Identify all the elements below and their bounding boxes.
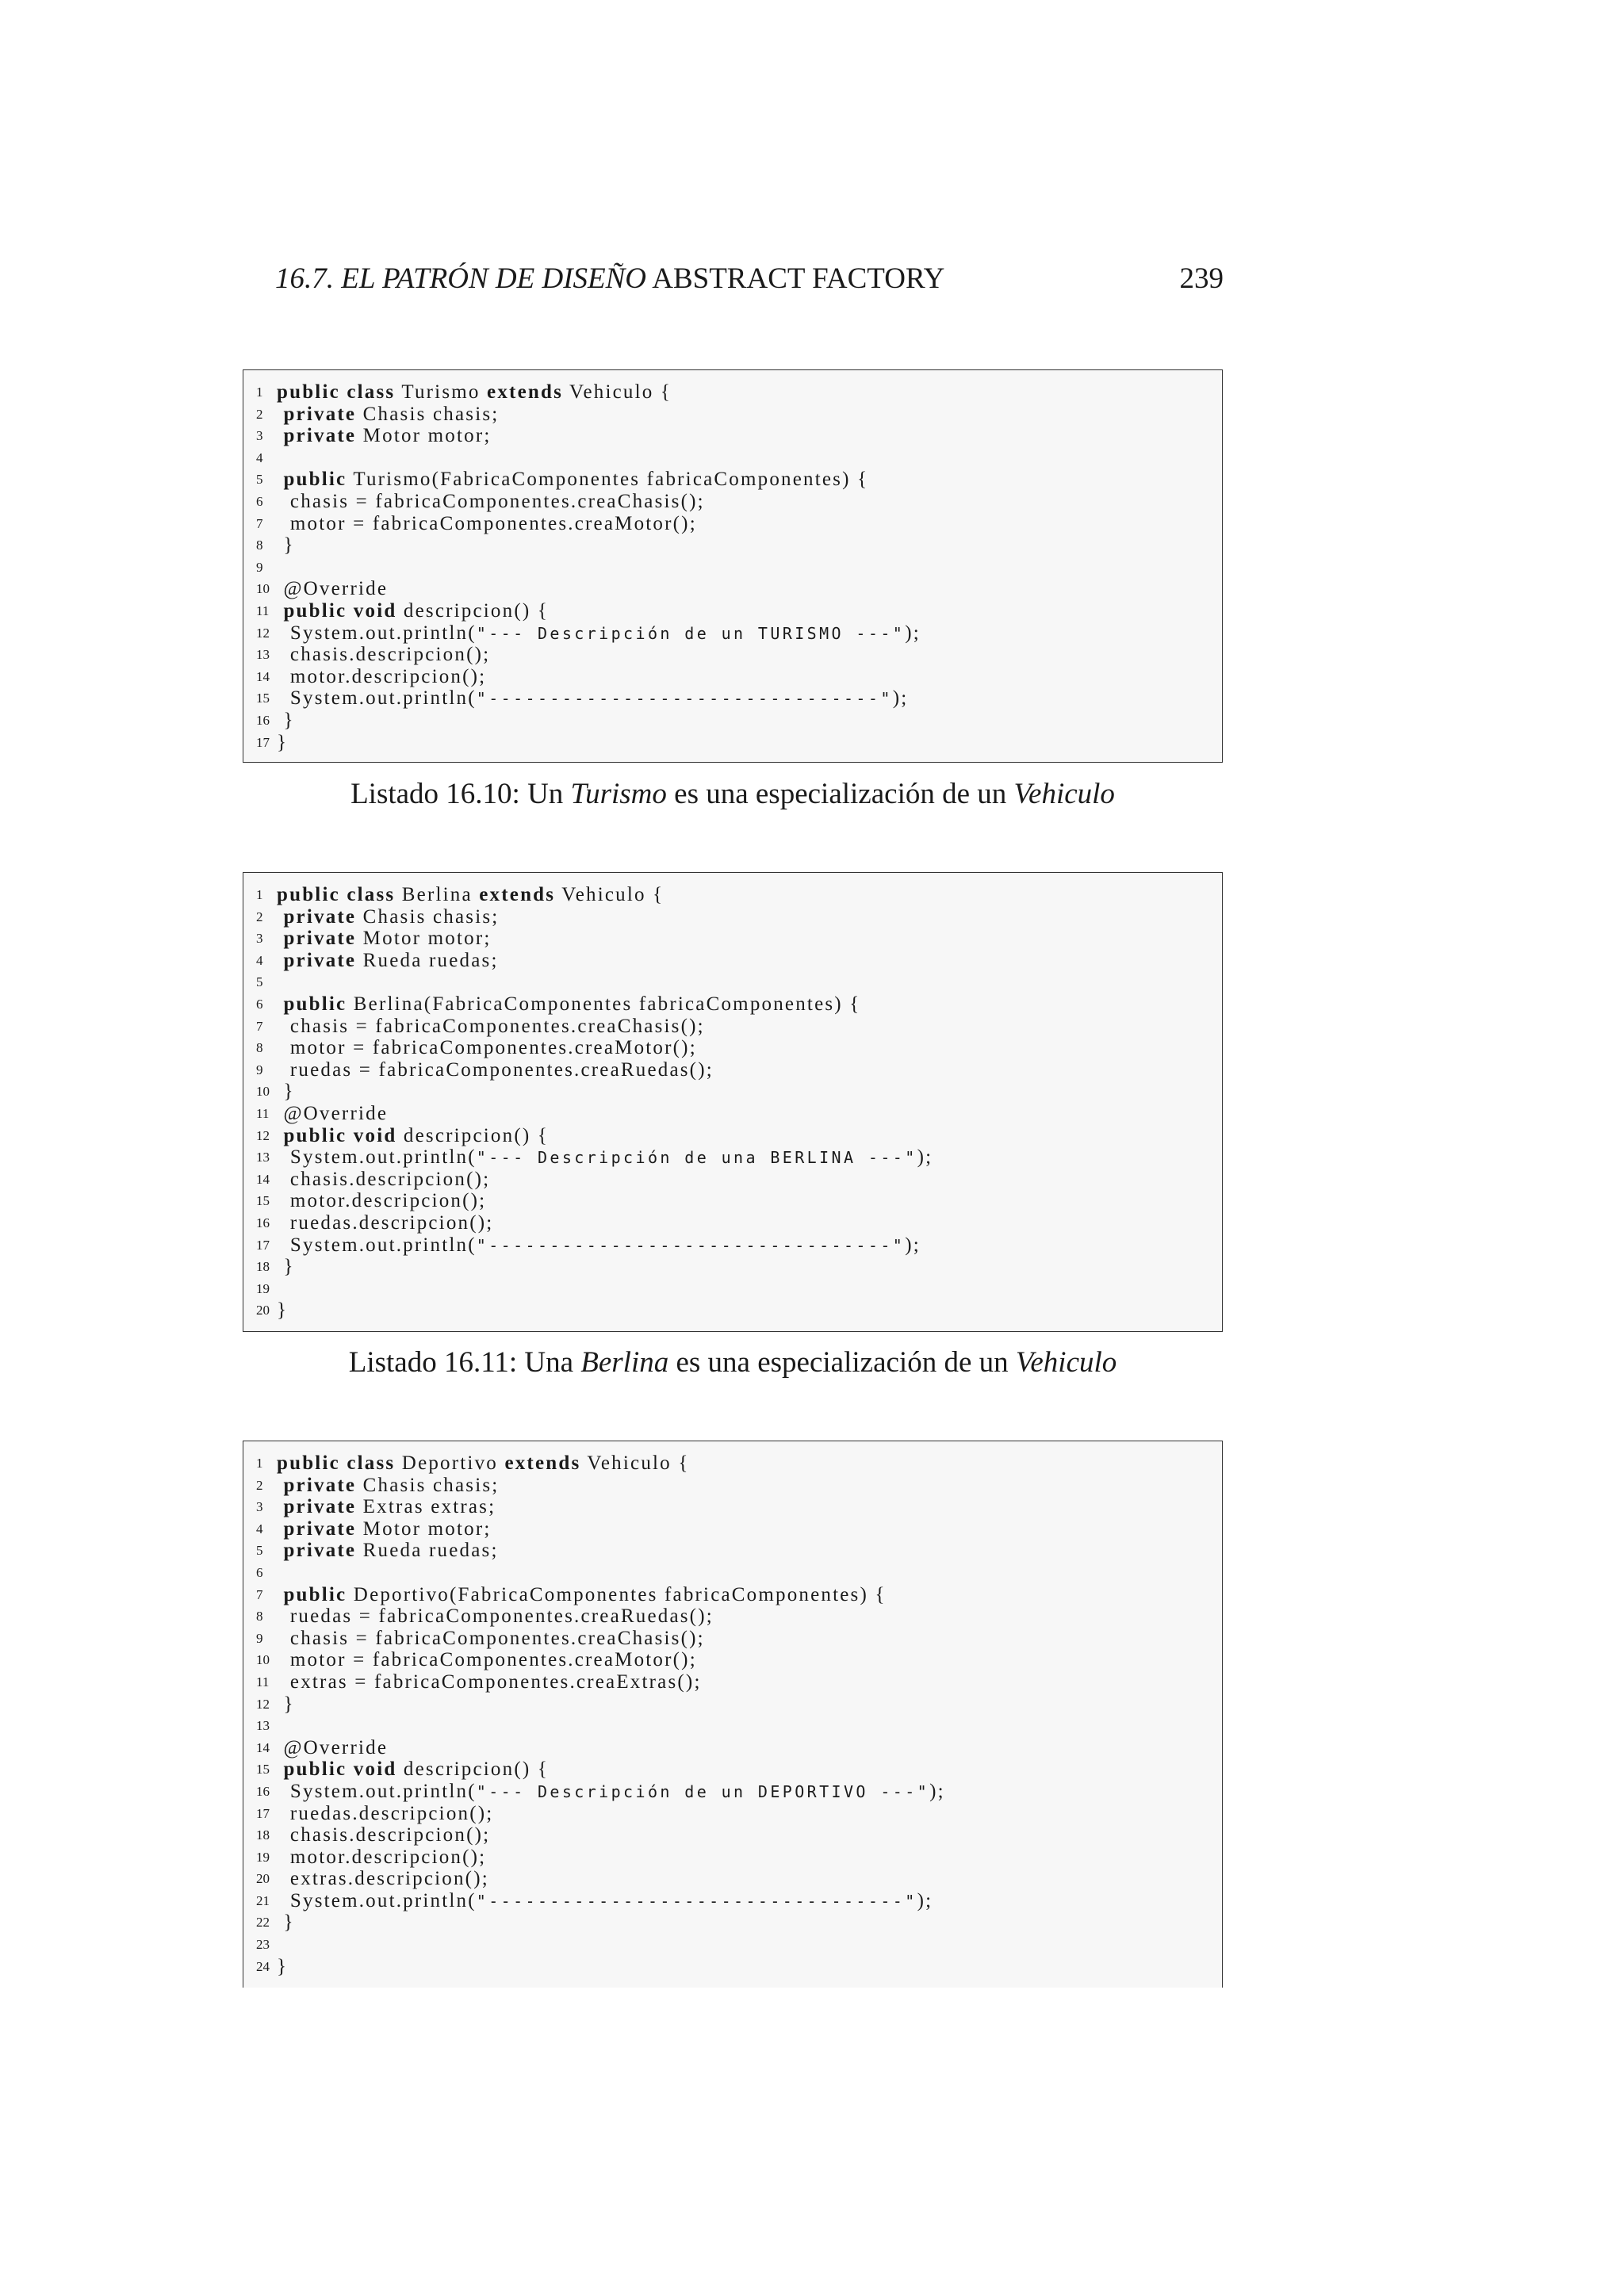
code-text [277, 1584, 887, 1606]
code-line [243, 1758, 1222, 1781]
code-line [243, 993, 1222, 1016]
caption-emphasis: Vehiculo [1015, 1346, 1117, 1379]
code-token: descripcion() { [396, 599, 550, 622]
line-number: 14 [256, 1739, 270, 1755]
line-number: 1 [256, 887, 263, 902]
code-listing-berlina [243, 872, 1223, 1332]
code-line [243, 1234, 1222, 1257]
code-text [277, 578, 388, 600]
code-text [277, 644, 490, 666]
line-number: 9 [256, 1630, 263, 1646]
code-token: } [277, 1911, 295, 1934]
code-line [243, 666, 1222, 688]
code-token: System.out.println( [277, 1234, 477, 1256]
code-line [243, 1125, 1222, 1147]
code-text [277, 622, 921, 645]
code-text [277, 950, 499, 972]
code-token: Vehiculo { [555, 884, 665, 905]
code-string: "--- Descripción de una BERLINA ---" [476, 1148, 917, 1168]
code-line [243, 622, 1222, 645]
line-number: 4 [256, 952, 263, 968]
code-text [277, 1781, 945, 1804]
code-token: Motor motor; [356, 928, 492, 950]
code-line [243, 950, 1222, 972]
code-line [243, 1628, 1222, 1650]
code-token: System.out.println( [277, 1146, 477, 1169]
code-line [243, 1737, 1222, 1759]
caption-text: es una especialización de un [666, 778, 1014, 810]
code-keyword: private [283, 928, 357, 950]
code-text [277, 1911, 295, 1934]
code-keyword: private [283, 1517, 357, 1540]
code-line [243, 1890, 1222, 1912]
code-line [243, 1016, 1222, 1038]
line-number: 4 [256, 1521, 263, 1536]
section-title-rest: ABSTRACT FACTORY [652, 262, 945, 295]
code-text [277, 1628, 705, 1650]
code-line [243, 884, 1222, 906]
code-token: ); [929, 1780, 945, 1802]
line-number: 13 [256, 647, 270, 663]
line-number: 12 [256, 625, 270, 641]
code-token: Extras extras; [356, 1496, 496, 1518]
line-number: 2 [256, 406, 263, 422]
code-token: Chasis chasis; [356, 403, 500, 425]
line-number: 16 [256, 712, 270, 728]
line-number: 6 [256, 996, 263, 1012]
line-number: 10 [256, 1652, 270, 1668]
code-text [277, 1212, 493, 1234]
code-string: "----------------------------------" [476, 1891, 917, 1911]
caption-text: Listado 16.11: Una [348, 1346, 581, 1379]
code-text [277, 666, 486, 688]
code-token: ); [905, 1234, 921, 1256]
code-keyword: private [283, 949, 357, 971]
code-listing-deportivo [243, 1441, 1223, 1988]
code-text [277, 1868, 489, 1890]
code-line [243, 1146, 1222, 1169]
code-token: Turismo(FabricaComponentes fabricaComponentes) { [347, 469, 869, 491]
code-text [277, 513, 697, 535]
code-text [277, 884, 664, 906]
line-number: 12 [256, 1127, 270, 1143]
line-number: 1 [256, 385, 263, 400]
code-token: Rueda ruedas; [356, 949, 499, 971]
code-text [277, 425, 492, 447]
line-number: 9 [256, 1062, 263, 1077]
code-token: System.out.println( [277, 687, 477, 710]
code-token: ruedas.descripcion(); [277, 1211, 494, 1234]
line-number: 12 [256, 1696, 270, 1712]
code-text [277, 1890, 933, 1913]
code-token: motor = fabricaComponentes.creaMotor(); [277, 512, 697, 534]
code-token: Motor motor; [356, 1517, 492, 1540]
code-line [243, 1693, 1222, 1716]
code-keyword: public [283, 993, 347, 1015]
code-token: ); [917, 1889, 933, 1911]
line-number: 13 [256, 1150, 270, 1165]
code-line [243, 1256, 1222, 1278]
code-text [277, 1496, 496, 1518]
code-text [277, 1605, 714, 1628]
code-line [243, 1452, 1222, 1475]
code-token: System.out.println( [277, 1889, 477, 1911]
code-keyword: public void [283, 1758, 397, 1781]
code-text [277, 1649, 697, 1671]
code-token: chasis = fabricaComponentes.creaChasis(); [277, 1627, 705, 1649]
caption-emphasis: Turismo [570, 778, 667, 810]
code-text [277, 600, 549, 622]
listing-caption-berlina [243, 1345, 1223, 1380]
line-number: 5 [256, 974, 263, 990]
line-number: 15 [256, 1193, 270, 1209]
code-token: ); [892, 687, 909, 710]
code-line [243, 732, 1222, 754]
code-keyword: private [283, 1474, 357, 1496]
code-token: @Override [277, 578, 389, 600]
line-number: 14 [256, 1171, 270, 1187]
code-text [277, 1758, 549, 1781]
code-token: } [277, 534, 295, 557]
code-token: Berlina [395, 884, 480, 905]
code-token: ruedas = fabricaComponentes.creaRuedas(); [277, 1605, 714, 1628]
code-text [277, 906, 499, 928]
code-text [277, 1169, 490, 1191]
code-line [243, 1518, 1222, 1540]
code-token: Vehiculo { [580, 1452, 690, 1474]
line-number: 11 [256, 603, 270, 618]
code-text [277, 1846, 486, 1869]
code-text [277, 1016, 705, 1038]
code-line [243, 600, 1222, 622]
code-token: } [277, 1299, 289, 1322]
code-token: motor = fabricaComponentes.creaMotor(); [277, 1037, 697, 1059]
line-number: 10 [256, 581, 270, 597]
page-number: 239 [1179, 262, 1224, 295]
code-token: ruedas = fabricaComponentes.creaRuedas(); [277, 1058, 714, 1081]
line-number: 7 [256, 1586, 263, 1602]
code-line [243, 534, 1222, 557]
caption-text: es una especialización de un [668, 1346, 1016, 1379]
caption-emphasis: Berlina [580, 1346, 669, 1379]
code-line [243, 469, 1222, 491]
code-text [277, 993, 860, 1016]
code-line [243, 1059, 1222, 1081]
code-line [243, 1824, 1222, 1846]
line-number: 16 [256, 1215, 270, 1230]
line-number: 5 [256, 1543, 263, 1559]
line-number: 7 [256, 1018, 263, 1034]
line-number: 18 [256, 1827, 270, 1843]
line-number: 8 [256, 1040, 263, 1056]
code-token: chasis = fabricaComponentes.creaChasis(); [277, 1015, 705, 1037]
code-string: "---------------------------------" [476, 1235, 906, 1255]
code-text [277, 732, 288, 754]
code-text [277, 1037, 697, 1059]
code-token: Vehiculo { [563, 381, 672, 403]
line-number: 15 [256, 691, 270, 706]
code-line [243, 1037, 1222, 1059]
code-line [243, 1212, 1222, 1234]
code-text [277, 1059, 714, 1081]
code-keyword: private [283, 403, 357, 425]
code-text [277, 1737, 388, 1759]
code-token: chasis.descripcion(); [277, 1824, 491, 1846]
line-number: 7 [256, 515, 263, 531]
code-text [277, 1081, 295, 1103]
code-keyword: extends [504, 1452, 581, 1474]
line-number: 21 [256, 1892, 270, 1908]
code-text [277, 491, 705, 513]
code-text [277, 404, 499, 426]
code-text [277, 1146, 933, 1169]
code-token: Chasis chasis; [356, 905, 500, 928]
line-number: 11 [256, 1105, 270, 1121]
code-line [243, 687, 1222, 710]
code-token: } [277, 1081, 295, 1103]
code-line [243, 1781, 1222, 1803]
code-line [243, 1911, 1222, 1934]
code-line [243, 1496, 1222, 1518]
line-number: 4 [256, 450, 263, 465]
code-text [277, 469, 868, 491]
line-number: 19 [256, 1849, 270, 1865]
code-text [277, 1190, 486, 1212]
code-line [243, 1671, 1222, 1693]
line-number: 11 [256, 1674, 270, 1689]
code-line [243, 1605, 1222, 1628]
code-token: Rueda ruedas; [356, 1540, 499, 1562]
code-string: "--- Descripción de un TURISMO ---" [476, 623, 906, 643]
code-keyword: public void [283, 599, 397, 622]
line-number: 2 [256, 909, 263, 924]
code-token: Deportivo(FabricaComponentes fabricaComponentes) { [347, 1583, 887, 1605]
code-line [243, 1803, 1222, 1825]
code-token: } [277, 731, 289, 753]
code-token: } [277, 1256, 295, 1278]
code-line [243, 1103, 1222, 1125]
section-title-italic: 16.7. EL PATRÓN DE DISEÑO [275, 262, 647, 295]
code-line [243, 710, 1222, 732]
code-line [243, 928, 1222, 950]
line-number: 20 [256, 1871, 270, 1887]
code-line [243, 906, 1222, 928]
code-keyword: private [283, 1496, 357, 1518]
line-number: 19 [256, 1280, 270, 1296]
code-text [277, 381, 672, 404]
code-keyword: public [283, 469, 347, 491]
code-text [277, 1540, 499, 1562]
code-token: ); [905, 622, 921, 644]
code-line [243, 1169, 1222, 1191]
running-header [275, 262, 1224, 309]
line-number: 5 [256, 472, 263, 488]
code-text [277, 1693, 295, 1716]
code-token: } [277, 1693, 295, 1715]
line-number: 18 [256, 1259, 270, 1275]
line-number: 10 [256, 1084, 270, 1100]
code-keyword: public void [283, 1124, 397, 1146]
code-keyword: public class [277, 1452, 396, 1474]
code-line [243, 578, 1222, 600]
code-token: motor = fabricaComponentes.creaMotor(); [277, 1649, 697, 1671]
line-number: 23 [256, 1937, 270, 1953]
code-keyword: extends [487, 381, 564, 403]
code-token: chasis = fabricaComponentes.creaChasis(); [277, 490, 705, 512]
code-line [243, 1081, 1222, 1103]
code-text [277, 928, 492, 950]
caption-emphasis: Vehiculo [1013, 778, 1115, 810]
code-text [277, 710, 295, 732]
code-token: Motor motor; [356, 425, 492, 447]
code-token: @Override [277, 1736, 389, 1758]
line-number: 15 [256, 1762, 270, 1777]
code-line [243, 644, 1222, 666]
code-token: Turismo [395, 381, 488, 403]
code-text [277, 1103, 388, 1125]
code-line [243, 1190, 1222, 1212]
code-token: chasis.descripcion(); [277, 644, 491, 666]
code-line [243, 447, 1222, 469]
code-line [243, 557, 1222, 579]
code-line [243, 1299, 1222, 1322]
code-text [277, 1824, 490, 1846]
line-number: 17 [256, 1805, 270, 1821]
code-token: System.out.println( [277, 1780, 477, 1802]
code-token: @Override [277, 1102, 389, 1124]
code-token: descripcion() { [396, 1758, 550, 1781]
line-number: 1 [256, 1456, 263, 1471]
code-line [243, 1584, 1222, 1606]
code-text [277, 1518, 492, 1540]
code-keyword: private [283, 905, 357, 928]
line-number: 6 [256, 493, 263, 509]
code-text [277, 1671, 702, 1693]
code-listing-turismo [243, 369, 1223, 763]
code-text [277, 1475, 499, 1497]
code-token: ); [917, 1146, 933, 1169]
code-token: motor.descripcion(); [277, 1846, 487, 1868]
code-line [243, 404, 1222, 426]
code-line [243, 381, 1222, 404]
line-number: 9 [256, 559, 263, 575]
line-number: 3 [256, 428, 263, 444]
code-line [243, 1715, 1222, 1737]
code-text [277, 1452, 690, 1475]
code-token: Deportivo [395, 1452, 505, 1474]
line-number: 13 [256, 1718, 270, 1734]
code-line [243, 1956, 1222, 1978]
code-text [277, 1125, 549, 1147]
line-number: 17 [256, 734, 270, 750]
code-text [277, 1956, 288, 1978]
line-number: 3 [256, 931, 263, 947]
code-token: descripcion() { [396, 1124, 550, 1146]
code-line [243, 1649, 1222, 1671]
code-text [277, 1803, 493, 1825]
code-token: extras = fabricaComponentes.creaExtras(); [277, 1670, 702, 1693]
line-number: 14 [256, 668, 270, 684]
line-number: 8 [256, 538, 263, 553]
code-text [277, 687, 908, 710]
code-text [277, 534, 295, 557]
code-token: } [277, 1955, 289, 1977]
code-token: Chasis chasis; [356, 1474, 500, 1496]
code-line [243, 1846, 1222, 1869]
line-number: 2 [256, 1477, 263, 1493]
line-number: 20 [256, 1303, 270, 1318]
code-keyword: public class [277, 381, 396, 403]
code-text [277, 1256, 295, 1278]
code-line [243, 1934, 1222, 1956]
line-number: 8 [256, 1609, 263, 1624]
code-keyword: extends [479, 884, 556, 905]
caption-text: Listado 16.10: Un [350, 778, 571, 810]
code-text [277, 1234, 921, 1257]
line-number: 17 [256, 1237, 270, 1253]
code-text [277, 1299, 288, 1322]
code-line [243, 1475, 1222, 1497]
code-token: } [277, 709, 295, 731]
code-keyword: private [283, 1540, 357, 1562]
line-number: 6 [256, 1564, 263, 1580]
code-keyword: private [283, 425, 357, 447]
code-token: extras.descripcion(); [277, 1868, 489, 1890]
code-line [243, 491, 1222, 513]
code-line [243, 1278, 1222, 1300]
code-line [243, 425, 1222, 447]
line-number: 24 [256, 1958, 270, 1974]
code-line [243, 513, 1222, 535]
code-line [243, 1868, 1222, 1890]
line-number: 22 [256, 1915, 270, 1931]
code-line [243, 971, 1222, 993]
code-string: "--- Descripción de un DEPORTIVO ---" [476, 1781, 930, 1801]
code-keyword: public class [277, 884, 396, 905]
code-token: Berlina(FabricaComponentes fabricaComponentes) { [347, 993, 861, 1015]
code-string: "--------------------------------" [476, 689, 893, 709]
code-token: ruedas.descripcion(); [277, 1802, 494, 1824]
code-line [243, 1540, 1222, 1562]
listing-caption-turismo [243, 777, 1223, 811]
code-keyword: public [283, 1583, 347, 1605]
code-token: motor.descripcion(); [277, 665, 487, 687]
code-token: motor.descripcion(); [277, 1190, 487, 1212]
code-line [243, 1562, 1222, 1584]
section-title [275, 262, 944, 296]
line-number: 3 [256, 1499, 263, 1515]
code-token: chasis.descripcion(); [277, 1168, 491, 1190]
code-token: System.out.println( [277, 622, 477, 644]
line-number: 16 [256, 1783, 270, 1799]
